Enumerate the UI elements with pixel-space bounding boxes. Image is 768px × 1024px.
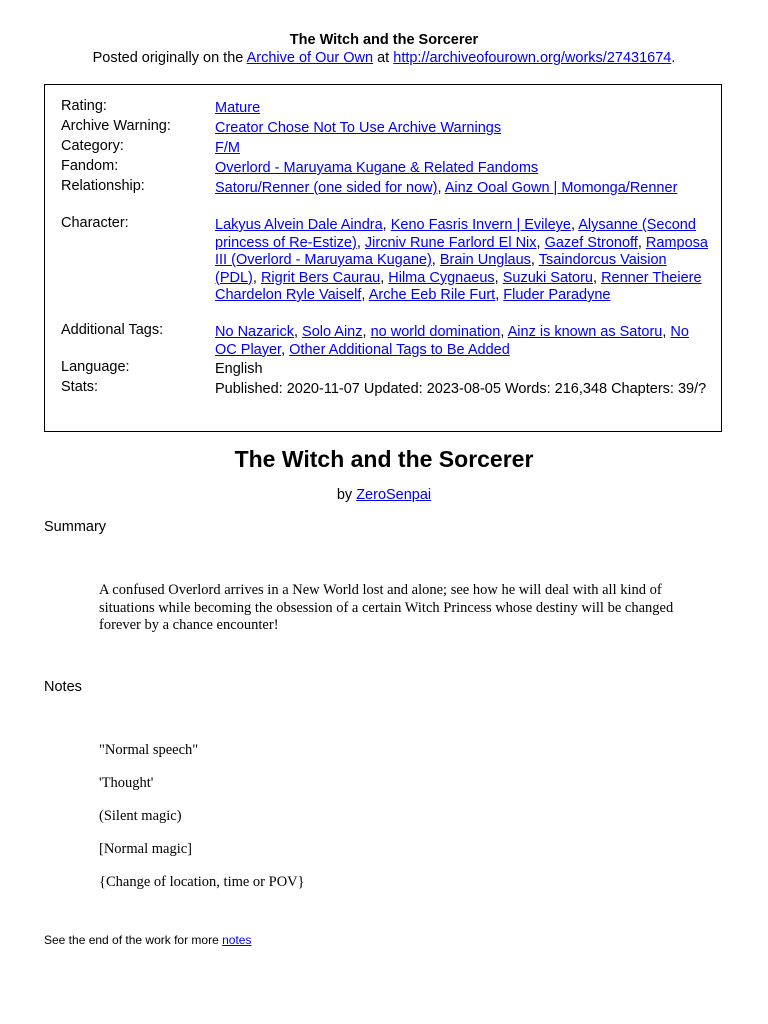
- language-value: English: [215, 361, 263, 377]
- rating-label: Rating:: [61, 98, 107, 114]
- rating-link[interactable]: Mature: [215, 100, 261, 116]
- note-line: [Normal magic]: [99, 841, 193, 857]
- document-header-title: The Witch and the Sorcerer: [289, 32, 479, 48]
- character-tag-link[interactable]: Alysanne (Second princess of Re-Estize): [215, 217, 696, 251]
- end-note-prefix: See the end of the work for more: [44, 933, 223, 947]
- character-tag-link[interactable]: Tsaindorcus Vaision (PDL): [215, 252, 667, 286]
- note-line: {Change of location, time or POV}: [99, 874, 305, 890]
- freeform-tag-link[interactable]: No OC Player: [215, 324, 689, 358]
- posted-prefix: Posted originally on the: [92, 50, 247, 66]
- relationship-tag-link[interactable]: Ainz Ooal Gown | Momonga/Renner: [444, 180, 678, 196]
- additional-tags-label: Additional Tags:: [61, 322, 164, 338]
- posted-originally-line: [0, 50, 768, 67]
- end-notes-link[interactable]: notes: [222, 933, 252, 947]
- additional-tags-list: No Nazarick, Solo Ainz, no world domination, Ainz is known as Satoru, No OC Player, Other Additional Tags to Be Added: [215, 324, 689, 358]
- note-line: (Silent magic): [99, 808, 182, 824]
- character-tag-link[interactable]: Renner Theiere Chardelon Ryle Vaiself: [215, 269, 702, 303]
- character-list: Lakyus Alvein Dale Aindra, Keno Fasris Invern | Evileye, Alysanne (Second princess of Re-Estize), Jircniv Rune Farlord El Nix, Gazef Stronoff, Ramposa III (Overlord - Maruyama Kugane), Brain Unglaus, Tsaindorcus Vaision (PDL), Rigrit Bers Caurau, Hilma Cygnaeus, Suzuki Satoru, Renner Theiere Chardelon Ryle Vaiself, Arche Eeb Rile Furt, Fluder Paradyne: [215, 217, 708, 303]
- byline: [0, 487, 768, 504]
- posted-period: .: [671, 50, 676, 66]
- work-metadata-box: [44, 84, 722, 432]
- character-tag-link[interactable]: Fluder Paradyne: [503, 287, 611, 303]
- freeform-tag-link[interactable]: Other Additional Tags to Be Added: [289, 341, 510, 358]
- note-line: "Normal speech": [99, 742, 199, 758]
- archive-warning-label: Archive Warning:: [61, 118, 171, 134]
- character-tag-link[interactable]: Arche Eeb Rile Furt: [368, 287, 496, 303]
- relationship-tag-link[interactable]: Satoru/Renner (one sided for now): [215, 180, 438, 196]
- category-link[interactable]: F/M: [215, 140, 240, 156]
- character-tag-link[interactable]: Keno Fasris Invern | Evileye: [390, 217, 571, 233]
- stats-label: Stats:: [61, 379, 99, 395]
- notes-heading: Notes: [44, 679, 82, 695]
- language-label: Language:: [61, 359, 130, 375]
- freeform-tag-link[interactable]: No Nazarick: [215, 324, 294, 340]
- fandom-link[interactable]: Overlord - Maruyama Kugane & Related Fandoms: [215, 160, 539, 176]
- freeform-tag-link[interactable]: no world domination: [370, 324, 501, 340]
- work-url-link[interactable]: http://archiveofourown.org/works/27431674: [393, 50, 672, 66]
- character-tag-link[interactable]: Lakyus Alvein Dale Aindra: [215, 217, 383, 233]
- fandom-label: Fandom:: [61, 158, 119, 174]
- character-tag-link[interactable]: Ramposa III (Overlord - Maruyama Kugane): [215, 234, 708, 268]
- archive-link[interactable]: Archive of Our Own: [246, 50, 374, 66]
- summary-text: A confused Overlord arrives in a New World lost and alone; see how he will deal with all kind of situations while becoming the obsession of a certain Witch Princess whose destiny will be changed forever by a chance encounter!: [99, 582, 674, 633]
- character-label: Character:: [61, 215, 129, 231]
- category-label: Category:: [61, 138, 124, 154]
- character-tag-link[interactable]: Gazef Stronoff: [544, 234, 638, 251]
- character-tag-link[interactable]: Suzuki Satoru: [502, 269, 593, 286]
- relationship-label: Relationship:: [61, 178, 145, 194]
- stats-value: Published: 2020-11-07 Updated: 2023-08-05 Words: 216,348 Chapters: 39/?: [215, 381, 707, 397]
- note-line: 'Thought': [99, 775, 154, 791]
- relationship-list: Satoru/Renner (one sided for now), Ainz Ooal Gown | Momonga/Renner: [215, 180, 678, 196]
- freeform-tag-link[interactable]: Solo Ainz: [302, 324, 363, 340]
- byline-prefix: by: [336, 487, 357, 503]
- character-tag-link[interactable]: Hilma Cygnaeus: [388, 269, 495, 286]
- author-link[interactable]: ZeroSenpai: [356, 487, 432, 503]
- character-tag-link[interactable]: Brain Unglaus: [439, 252, 531, 268]
- summary-heading: Summary: [44, 519, 107, 535]
- work-title: The Witch and the Sorcerer: [234, 446, 534, 472]
- archive-warning-link[interactable]: Creator Chose Not To Use Archive Warnings: [215, 120, 502, 136]
- end-notes-pointer: [44, 933, 251, 948]
- character-tag-link[interactable]: Jircniv Rune Farlord El Nix: [364, 234, 537, 251]
- freeform-tag-link[interactable]: Ainz is known as Satoru: [507, 324, 663, 340]
- at-text: at: [373, 50, 394, 66]
- character-tag-link[interactable]: Rigrit Bers Caurau: [260, 269, 381, 286]
